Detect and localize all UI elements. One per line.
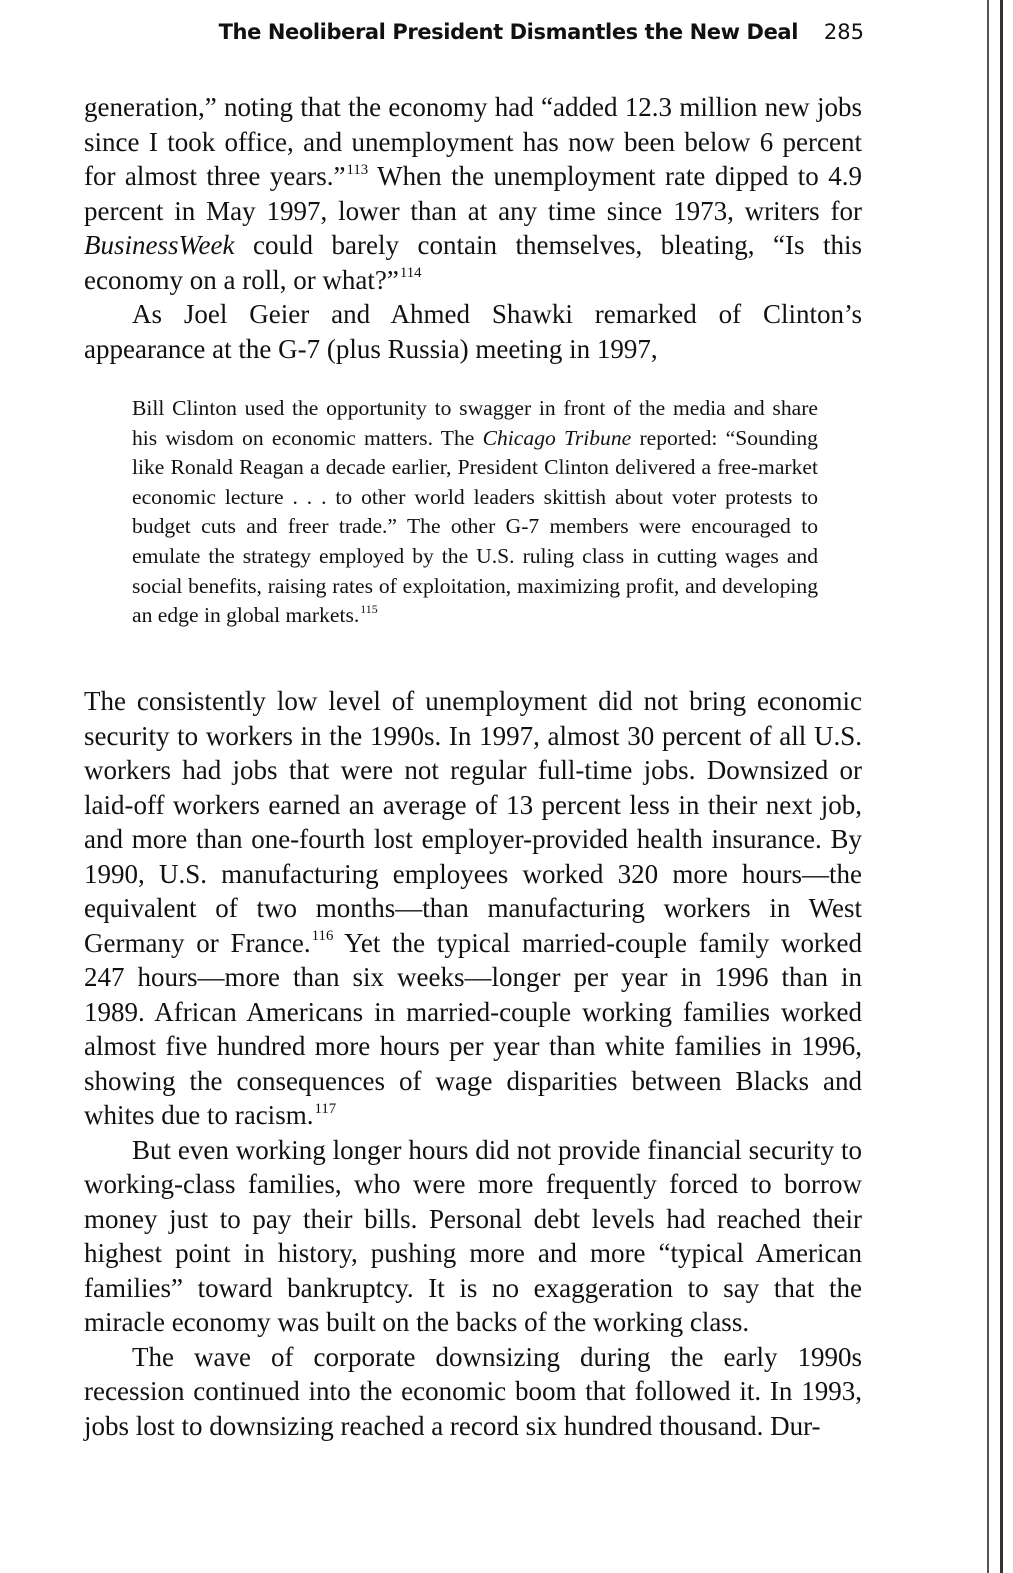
- text-block-top: [84, 90, 862, 366]
- text-block-bottom: [84, 684, 862, 1443]
- paragraph: The consistently low level of unemployment did not bring economic security to workers in the 1990s. In 1997, almost 30 percent of all U.S. workers had jobs that were not regular full-time jobs. Downsized or laid-off workers earned an average of 13 percent less in their next job, and more than one-fourth lost employer-provided health insurance. By 1990, U.S. manufacturing employees worked 320 more hours—the equivalent of two months—than manufacturing workers in West Germany or France.$^{116}$ Yet the typical married-couple family worked 247 hours—more than six weeks—longer per year in 1996 than in 1989. African Americans in married-couple working families worked almost five hundred more hours per year than white families in 1996, showing the consequences of wage disparities between Blacks and whites due to racism.$^{117}$: [84, 686, 862, 1130]
- running-title: The Neoliberal President Dismantles the New Deal: [218, 20, 798, 44]
- footnote-ref: 114: [399, 265, 422, 282]
- scan-edge-line: [987, 0, 989, 1573]
- footnote-ref: 113: [346, 161, 369, 178]
- block-quote: Bill Clinton used the opportunity to swagger in front of the media and share his wisdom on economic matters. The Chicago Tribune reported: “Sounding like Ronald Reagan a decade earlier, President Clinton delivered a free-market economic lecture . . . to other world leaders skittish about voter protests to budget cuts and freer trade.” The other G-7 members were encouraged to emulate the strategy employed by the U.S. ruling class in cutting wages and social benefits, raising rates of exploitation, maximizing profit, and developing an edge in global markets.$^{115}$: [132, 396, 818, 628]
- paragraph: But even working longer hours did not provide financial security to working-class families, who were more frequently forced to borrow money just to pay their bills. Personal debt levels had reached their highest point in history, pushing more and more “typical American families” toward bankruptcy. It is no exaggeration to say that the miracle economy was built on the backs of the working class.: [84, 1134, 862, 1337]
- publication-title: BusinessWeek: [84, 230, 235, 260]
- scan-edge-line: [1000, 0, 1003, 1573]
- running-header: [84, 20, 864, 50]
- paragraph-intro-quote: As Joel Geier and Ahmed Shawki remarked of Clinton’s appearance at the G-7 (plus Russia) meeting in 1997,: [84, 299, 862, 364]
- publication-title: Chicago Tribune: [482, 425, 632, 450]
- paragraph-continued: generation,” noting that the economy had “added 12.3 million new jobs since I took office, and unemployment has now been below 6 percent for almost three years.”$^{113}$ When the unemployment rate dipped to 4.9 percent in May 1997, lower than at any time since 1973, writers for BusinessWeek could barely contain themselves, bleating, “Is this economy on a roll, or what?”$^{114}$: [84, 92, 863, 295]
- page-number: 285: [823, 20, 864, 44]
- footnote-ref: 116: [311, 928, 334, 945]
- footnote-ref: 115: [360, 602, 378, 617]
- footnote-ref: 117: [314, 1100, 337, 1117]
- paragraph: The wave of corporate downsizing during the early 1990s recession continued into the economic boom that followed it. In 1993, jobs lost to downsizing reached a record six hundred thousand. Dur-: [84, 1341, 862, 1441]
